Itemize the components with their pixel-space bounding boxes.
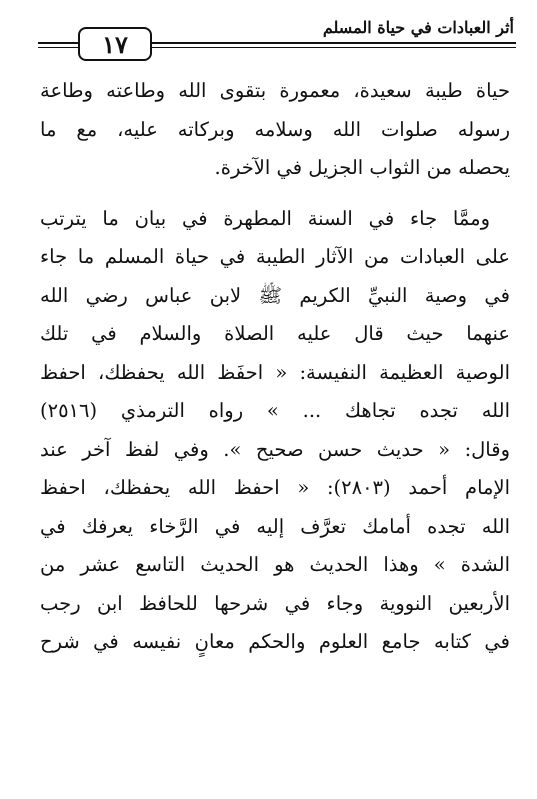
body-text (40, 72, 510, 662)
page-number: ١٧ (78, 27, 152, 61)
text-line: الأربعين النووية وجاء في شرحها للحافظ ابن رجب (40, 591, 510, 615)
text-line: الله تجده تجاهك ... » رواه الترمذي (٢٥١٦) (40, 399, 510, 422)
text-line: في وصية النبيِّ الكريم ﷺ لابن عباس رضي الله (40, 283, 510, 307)
text-line: في كتابه جامع العلوم والحكم معانٍ نفيسه في شرح (40, 630, 510, 653)
text-line: وقال: « حديث حسن صحيح ». وفي لفظ آخر عند (40, 437, 510, 461)
text-line: الشدة » وهذا الحديث هو الحديث التاسع عشر من (40, 553, 510, 576)
text-line: الله تجده أمامك تعرَّف إليه في الرَّخاء يعرفك في (40, 514, 510, 538)
text-line: رسوله صلوات الله وسلامه وبركاته عليه، مع ما (40, 117, 510, 141)
page-header (38, 14, 516, 58)
text-line: وممَّا جاء في السنة المطهرة في بيان ما يترتب (40, 206, 490, 230)
text-line: على العبادات من الآثار الطيبة في حياة المسلم ما جاء (40, 245, 510, 268)
paragraph-gap (40, 188, 510, 200)
text-line: حياة طيبة سعيدة، معمورة بتقوى الله وطاعته وطاعة (40, 79, 510, 102)
text-line: الوصية العظيمة النفيسة: « احفَظ الله يحفظك، احفظ (40, 360, 510, 384)
text-line: عنهما حيث قال عليه الصلاة والسلام في تلك (40, 322, 510, 345)
text-line: يحصله من الثواب الجزيل في الآخرة. (214, 156, 510, 179)
text-line: الإمام أحمد (٢٨٠٣): « احفظ الله يحفظك، احفظ (40, 476, 510, 499)
running-title: أثر العبادات في حياة المسلم (322, 18, 514, 37)
